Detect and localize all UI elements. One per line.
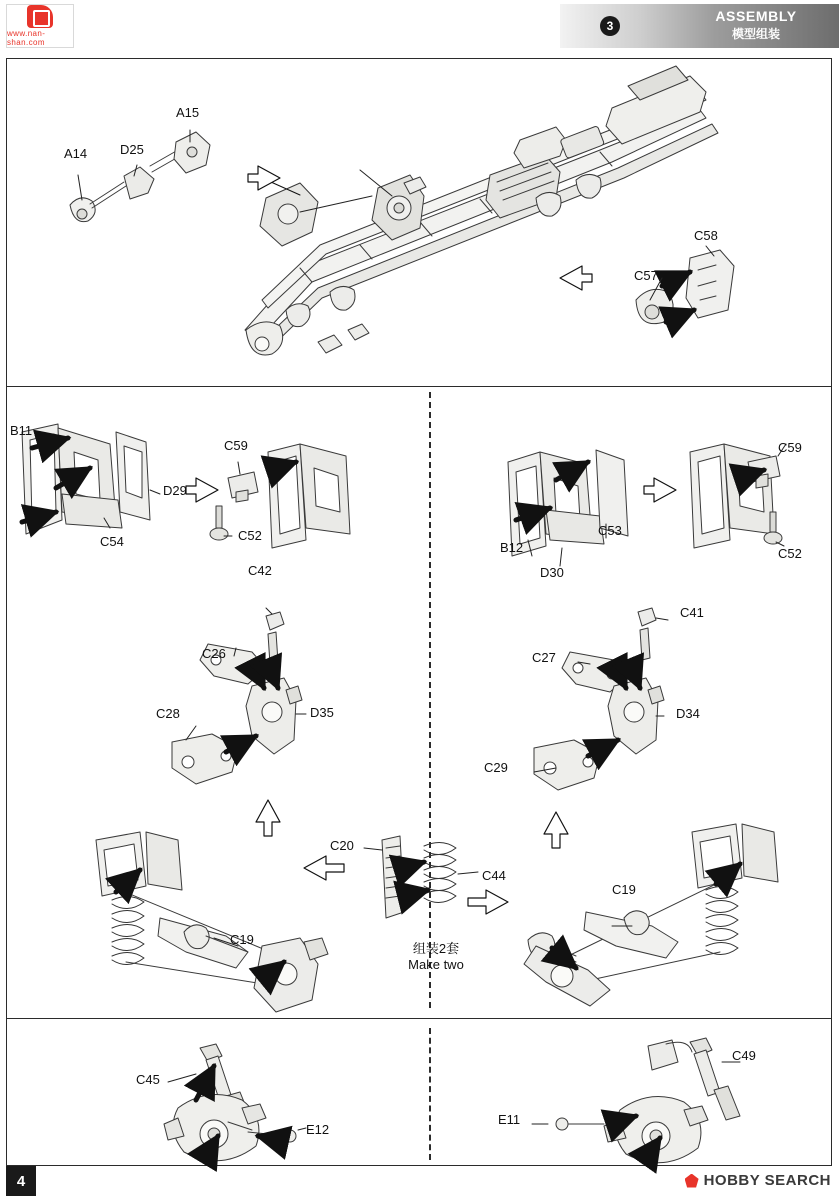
make-two-note-en: Make two [408, 957, 464, 972]
part-label-e11: E11 [498, 1112, 521, 1127]
part-label-c45: C45 [136, 1072, 160, 1087]
part-label-c19-left: C19 [230, 932, 254, 947]
part-label-c58: C58 [694, 228, 718, 243]
part-label-d30: D30 [540, 565, 564, 580]
step-number-badge: 3 [600, 16, 620, 36]
part-label-c44: C44 [482, 868, 506, 883]
part-label-c57: C57 [634, 268, 658, 283]
part-label-c27: C27 [532, 650, 556, 665]
part-label-c52-right: C52 [778, 546, 802, 561]
part-label-c49: C49 [732, 1048, 756, 1063]
part-label-c20: C20 [330, 838, 354, 853]
part-label-a15: A15 [176, 105, 200, 120]
part-label-c59-left: C59 [224, 438, 248, 453]
part-label-e12: E12 [306, 1122, 330, 1137]
part-label-c41: C41 [680, 605, 704, 620]
part-label-c52-left: C52 [238, 528, 262, 543]
assembly-title-cn: 模型组装 [731, 27, 780, 41]
part-label-b11: B11 [10, 423, 33, 438]
make-two-note-cn: 组装2套 [412, 941, 460, 956]
hobby-search-brand [685, 1172, 831, 1189]
part-label-c19-right: C19 [612, 882, 636, 897]
hobby-search-logo-icon [685, 1174, 699, 1188]
page-number: 4 [6, 1166, 36, 1196]
part-label-d35: D35 [310, 705, 334, 720]
part-label-c59-right: C59 [778, 440, 802, 455]
part-label-d29: D29 [163, 483, 187, 498]
part-label-b12: B12 [500, 540, 524, 555]
part-label-c29: C29 [484, 760, 508, 775]
part-label-c42: C42 [248, 563, 272, 578]
logo-url-text: www.nan-shan.com [7, 29, 46, 47]
assembly-title-en: ASSEMBLY [715, 8, 797, 24]
hobby-search-brand-text: HOBBY SEARCH [703, 1172, 831, 1189]
part-label-c54: C54 [100, 534, 124, 549]
part-label-c53: C53 [598, 523, 622, 538]
part-label-c28: C28 [156, 706, 180, 721]
part-label-d25: D25 [120, 142, 144, 157]
part-label-a14: A14 [64, 146, 88, 161]
part-label-c26: C26 [202, 646, 226, 661]
part-label-d34: D34 [676, 706, 700, 721]
